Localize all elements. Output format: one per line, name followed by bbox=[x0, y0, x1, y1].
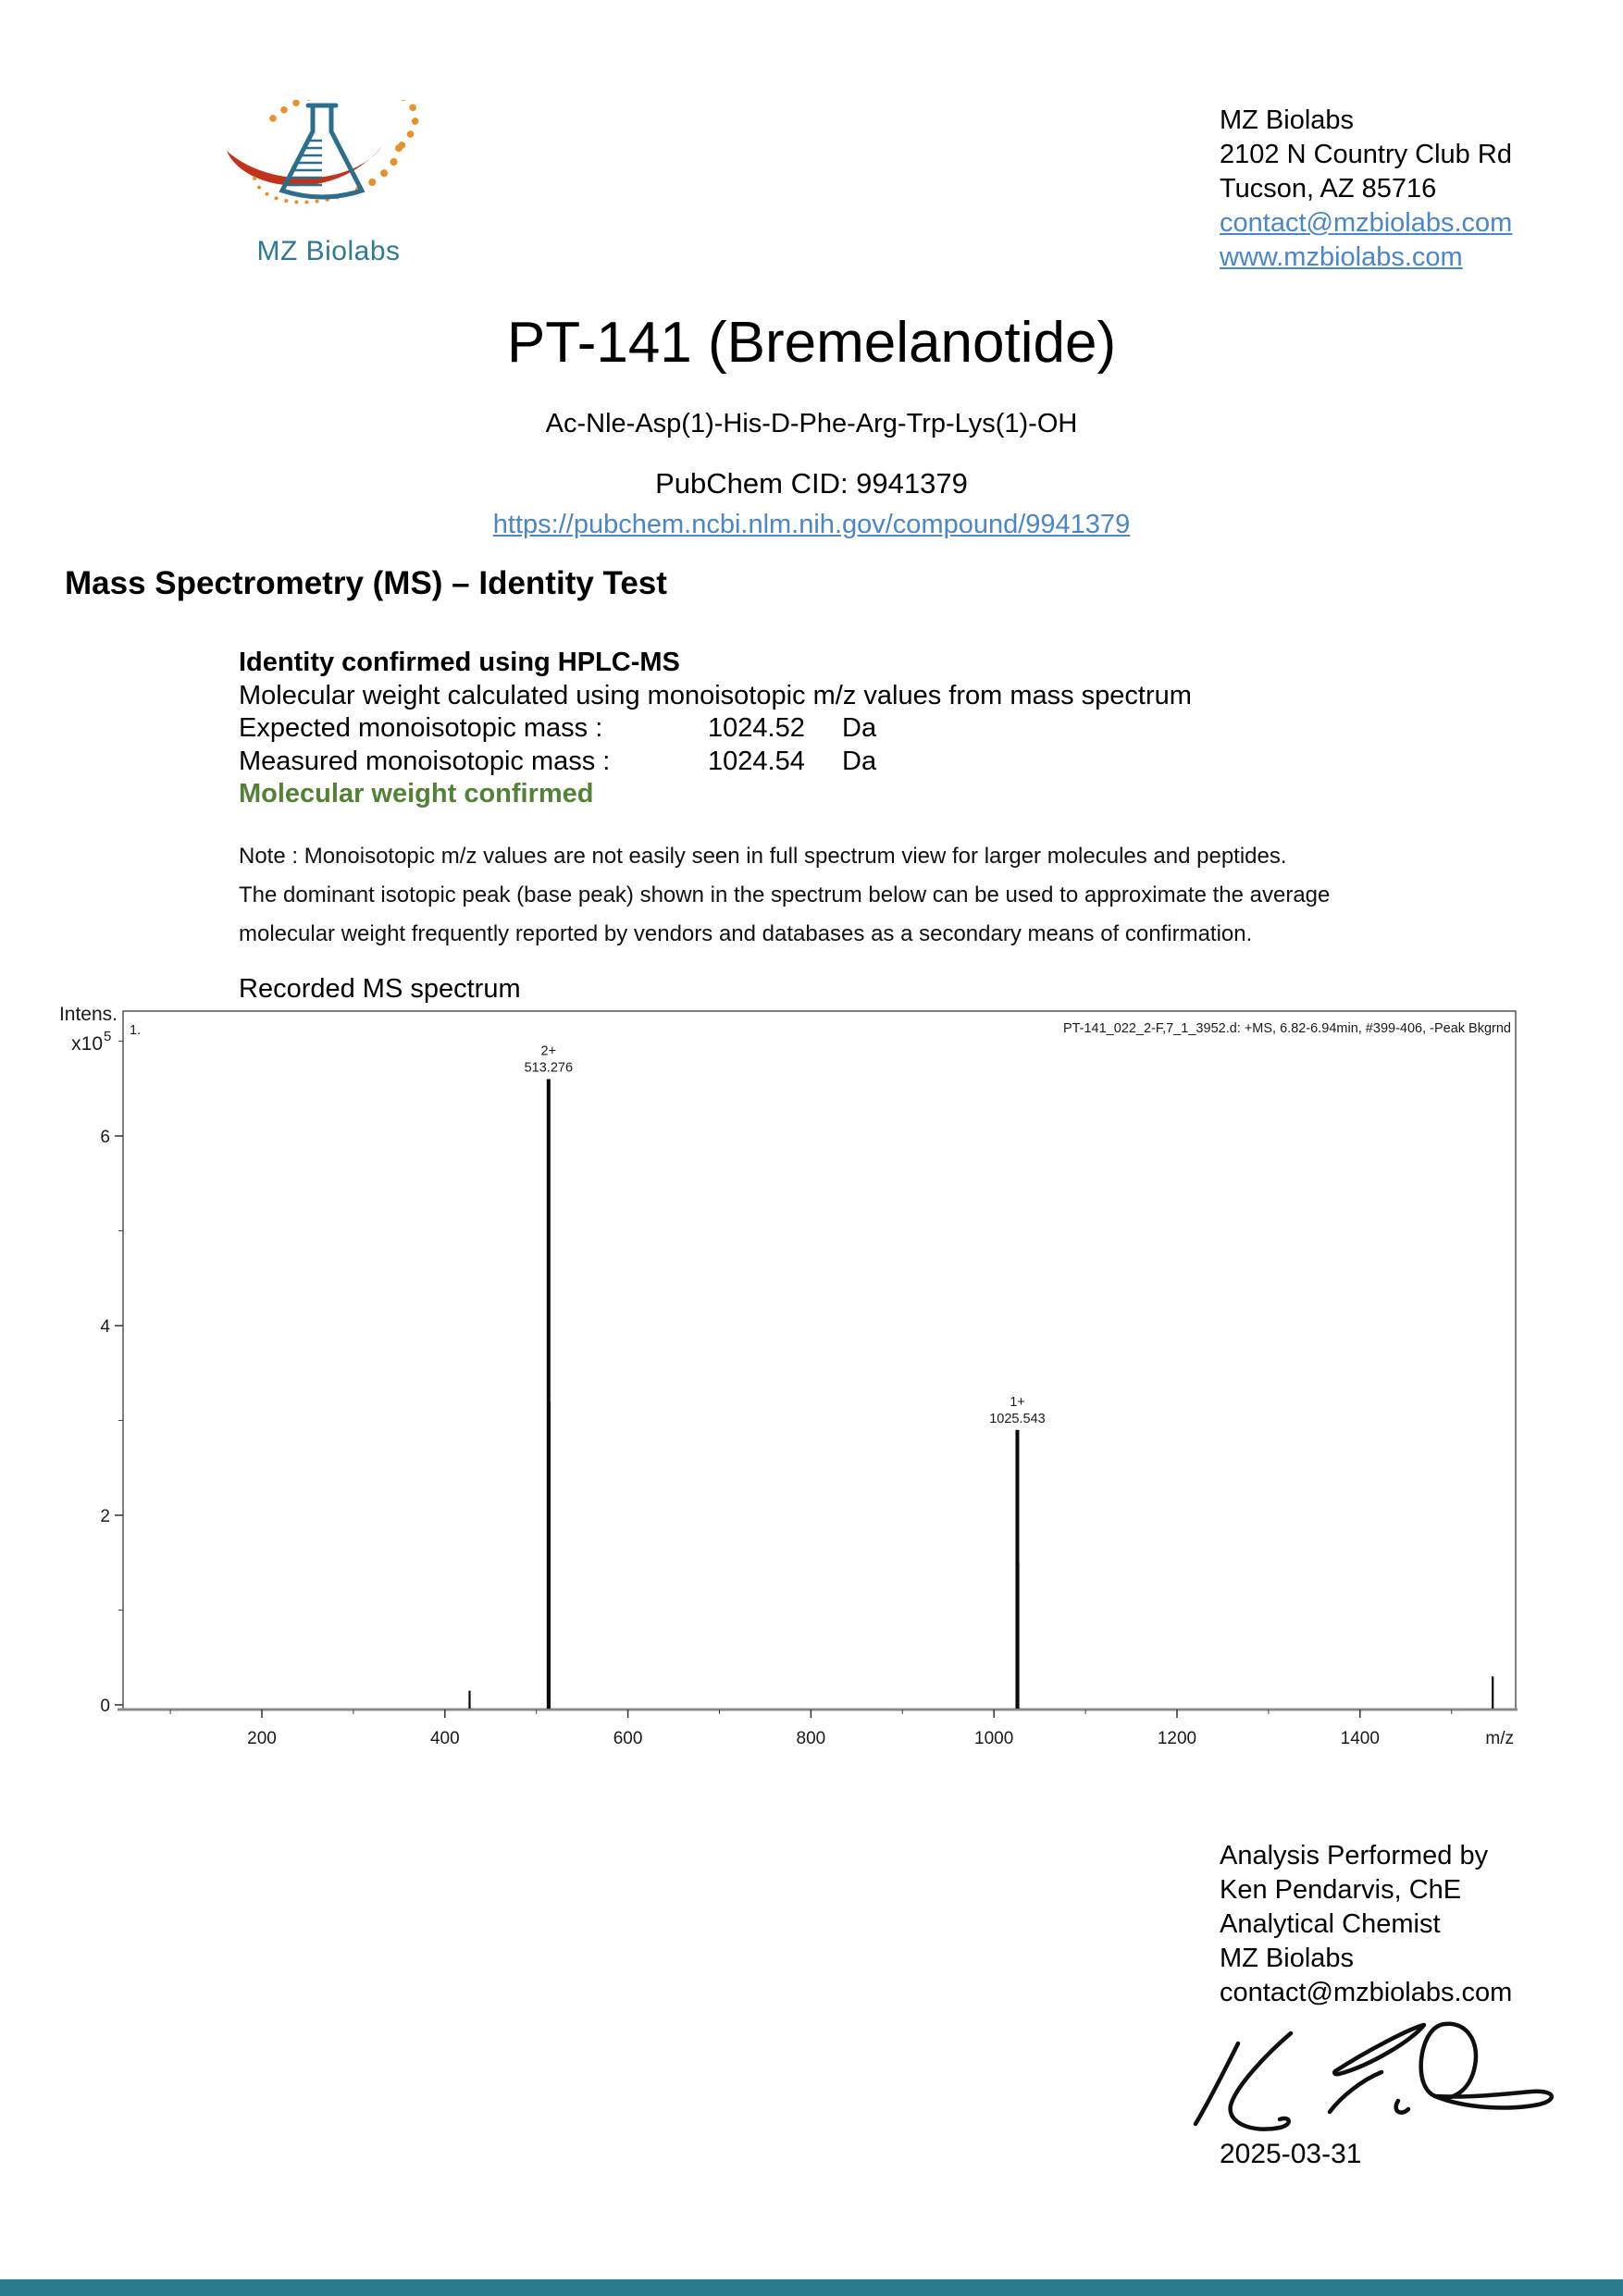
analyst-line: Analysis Performed by bbox=[1220, 1841, 1489, 1870]
measured-mass-value: 1024.54 bbox=[708, 746, 805, 776]
svg-text:2+: 2+ bbox=[540, 1043, 557, 1059]
peptide-sequence: Ac-Nle-Asp(1)-His-D-Phe-Arg-Trp-Lys(1)-OH bbox=[545, 409, 1078, 438]
svg-text:6: 6 bbox=[100, 1128, 110, 1147]
svg-text:1.: 1. bbox=[130, 1023, 142, 1038]
svg-text:Intens.: Intens. bbox=[58, 1004, 118, 1025]
note-block bbox=[239, 837, 1395, 954]
logo-dots-arc bbox=[254, 100, 415, 203]
section-heading: Mass Spectrometry (MS) – Identity Test bbox=[65, 565, 667, 601]
svg-text:2: 2 bbox=[100, 1507, 110, 1526]
measured-mass-row bbox=[239, 746, 1349, 779]
svg-text:600: 600 bbox=[613, 1729, 643, 1748]
identity-block bbox=[239, 647, 1349, 811]
svg-text:1025.543: 1025.543 bbox=[989, 1411, 1046, 1426]
note-line: Note : Monoisotopic m/z values are not easily seen in full spectrum view for larger molecules and peptides. bbox=[239, 844, 1287, 869]
svg-text:m/z: m/z bbox=[1485, 1729, 1514, 1748]
company-address bbox=[1220, 104, 1608, 275]
analyst-line: contact@mzbiolabs.com bbox=[1220, 1978, 1513, 2007]
svg-text:800: 800 bbox=[796, 1729, 826, 1748]
company-street: 2102 N Country Club Rd bbox=[1220, 140, 1512, 169]
svg-text:PT-141_022_2-F,7_1_3952.d: +MS: PT-141_022_2-F,7_1_3952.d: +MS, 6.82-6.94min, #399-406, -Peak Bkgrnd bbox=[1062, 1021, 1511, 1036]
method-line: Molecular weight calculated using monoisotopic m/z values from mass spectrum bbox=[239, 680, 1192, 710]
svg-text:1+: 1+ bbox=[1010, 1394, 1025, 1410]
report-date: 2025-03-31 bbox=[1220, 2139, 1362, 2169]
svg-text:1200: 1200 bbox=[1157, 1729, 1197, 1748]
svg-text:0: 0 bbox=[100, 1697, 110, 1716]
svg-text:1400: 1400 bbox=[1340, 1729, 1380, 1748]
expected-mass-value: 1024.52 bbox=[708, 713, 805, 743]
measured-mass-unit: Da bbox=[842, 746, 877, 776]
flask-logo-icon bbox=[217, 100, 440, 229]
page-title: PT-141 (Bremelanotide) bbox=[506, 311, 1117, 375]
expected-mass-label: Expected monoisotopic mass : bbox=[239, 713, 603, 743]
pubchem-link[interactable]: https://pubchem.ncbi.nlm.nih.gov/compound/9941379 bbox=[492, 510, 1131, 539]
logo-text: MZ Biolabs bbox=[256, 236, 401, 266]
spectrum-title: Recorded MS spectrum bbox=[239, 974, 521, 1004]
title-block bbox=[0, 313, 1623, 374]
analyst-line: MZ Biolabs bbox=[1220, 1944, 1355, 1973]
analyst-block bbox=[1220, 1839, 1512, 2010]
svg-text:513.276: 513.276 bbox=[524, 1060, 574, 1076]
expected-mass-unit: Da bbox=[842, 713, 877, 743]
spectrum-chart bbox=[56, 1004, 1578, 1776]
company-name: MZ Biolabs bbox=[1220, 105, 1355, 135]
note-line: molecular weight frequently reported by vendors and databases as a secondary means of confirmation. bbox=[239, 921, 1253, 946]
analyst-line: Analytical Chemist bbox=[1220, 1909, 1441, 1939]
svg-text:200: 200 bbox=[247, 1729, 277, 1748]
svg-text:400: 400 bbox=[429, 1729, 460, 1748]
contact-email-link[interactable]: contact@mzbiolabs.com bbox=[1220, 208, 1513, 238]
expected-mass-row bbox=[239, 712, 1349, 746]
result-confirmed: Molecular weight confirmed bbox=[239, 779, 594, 809]
svg-text:1000: 1000 bbox=[974, 1729, 1014, 1748]
pubchem-cid: PubChem CID: 9941379 bbox=[655, 467, 968, 500]
svg-text:x10: x10 bbox=[71, 1033, 103, 1055]
identity-confirmed-line: Identity confirmed using HPLC-MS bbox=[239, 648, 680, 677]
svg-text:5: 5 bbox=[104, 1029, 112, 1044]
footer-color-bar bbox=[0, 2279, 1623, 2296]
website-link[interactable]: www.mzbiolabs.com bbox=[1220, 242, 1463, 272]
pubchem-link-row bbox=[0, 510, 1623, 540]
analyst-line: Ken Pendarvis, ChE bbox=[1220, 1875, 1462, 1905]
note-line: The dominant isotopic peak (base peak) shown in the spectrum below can be used to approximate the average bbox=[239, 883, 1331, 907]
mz-biolabs-logo bbox=[217, 100, 440, 267]
spectrum-chart-container bbox=[56, 1004, 1578, 1781]
svg-text:4: 4 bbox=[100, 1317, 110, 1337]
company-city: Tucson, AZ 85716 bbox=[1220, 174, 1437, 204]
measured-mass-label: Measured monoisotopic mass : bbox=[239, 746, 611, 776]
